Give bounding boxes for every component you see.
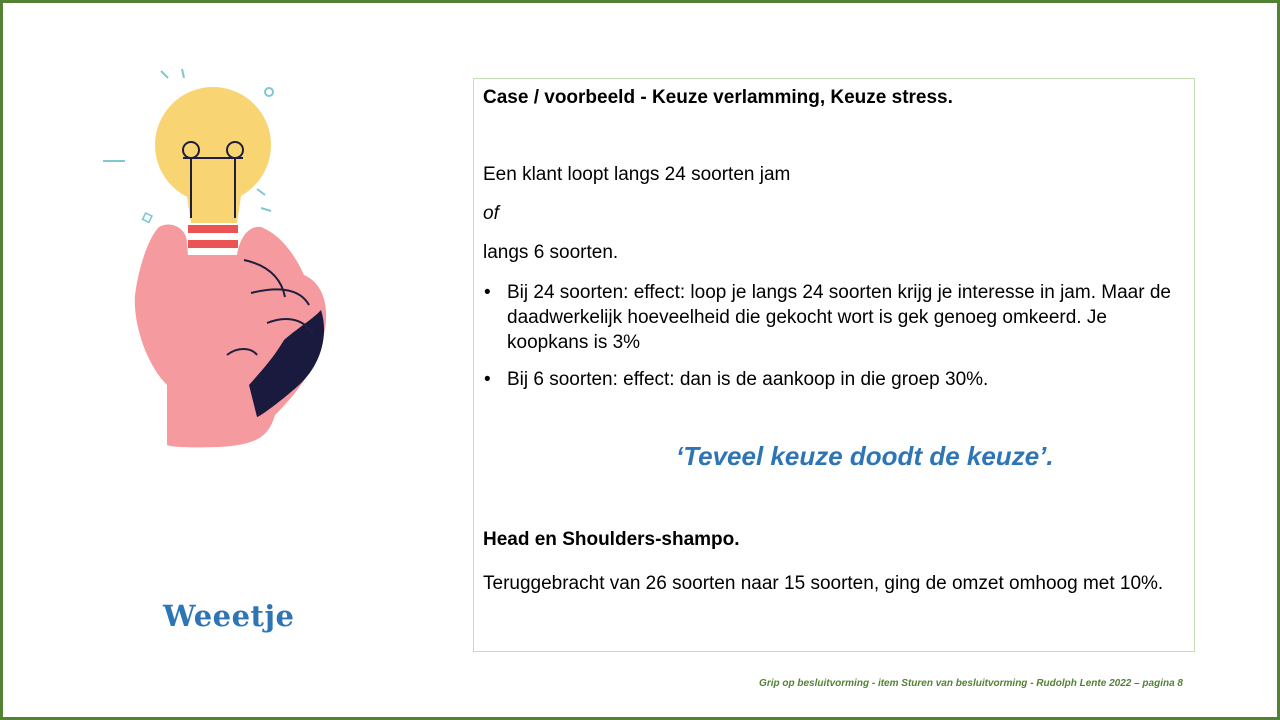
bullet-text: Bij 24 soorten: effect: loop je langs 24 soorten krijg je interesse in jam. Maar de daadwerkelijk hoeveelheid die gekocht wort is gek genoeg omkeerd. Je koopkans is 3% (507, 282, 1171, 353)
example-text: Teruggebracht van 26 soorten naar 15 soorten, ging de omzet omhoog met 10%. (483, 573, 1164, 594)
bullet-list (483, 280, 1184, 392)
bullet-icon: • (484, 282, 491, 303)
list-item (483, 280, 1184, 355)
bullet-text: Bij 6 soorten: effect: dan is de aankoop in die groep 30%. (507, 369, 989, 390)
quote: ‘Teveel keuze doodt de keuze’. (676, 441, 1054, 471)
bullet-icon: • (484, 369, 491, 390)
footer-text: Grip op besluitvorming - item Sturen van besluitvorming - Rudolph Lente 2022 – pagina 8 (759, 678, 1183, 689)
weeetje-logo: Weeetje (163, 599, 295, 633)
lightbulb-in-hand-icon (99, 65, 335, 450)
list-item (483, 367, 1184, 392)
intro-line: Een klant loopt langs 24 soorten jam (483, 164, 791, 185)
case-text-box (473, 78, 1195, 652)
or-word: of (483, 203, 499, 224)
example-title: Head en Shoulders-shampo. (483, 529, 740, 550)
second-line: langs 6 soorten. (483, 242, 619, 263)
case-title: Case / voorbeeld - Keuze verlamming, Keuze stress. (483, 87, 953, 108)
